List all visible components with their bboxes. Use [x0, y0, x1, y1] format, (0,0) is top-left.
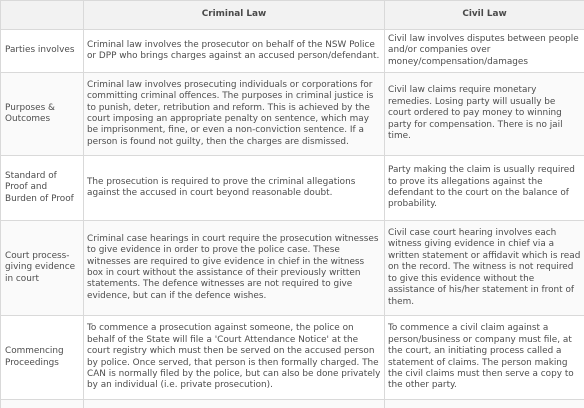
- table-row-cutoff: [1, 400, 584, 408]
- cutoff-cell: [385, 400, 584, 408]
- table-row: [1, 156, 584, 221]
- row-label-purposes: Purposes & Outcomes: [1, 73, 84, 156]
- row-label-court-process: Court process- giving evidence in court: [1, 221, 84, 316]
- row-label-commencing: Commencing Proceedings: [1, 316, 84, 400]
- row-label-standard-of-proof: Standard of Proof and Burden of Proof: [1, 156, 84, 221]
- criminal-cell-standard-of-proof: The prosecution is required to prove the criminal allegations against the accused in court beyond reasonable doubt.: [84, 156, 385, 221]
- header-criminal-law: Criminal Law: [84, 1, 385, 30]
- civil-cell-standard-of-proof: Party making the claim is usually required to prove its allegations against the defendant to the court on the balance of probability.: [385, 156, 584, 221]
- criminal-cell-parties: Criminal law involves the prosecutor on behalf of the NSW Police or DPP who brings charges against an accused person/defendant.: [84, 30, 385, 73]
- table-row: [1, 73, 584, 156]
- criminal-cell-commencing: To commence a prosecution against someone, the police on behalf of the State will file a 'Court Attendance Notice' at the court registry which must then be served on the accused person by police. Once served, that person is then formally charged. The CAN is normally filed by the police, but can also be done privately by an individual (i.e. private prosecution).: [84, 316, 385, 400]
- cutoff-cell: [84, 400, 385, 408]
- header-row: [1, 1, 584, 30]
- table-row: [1, 316, 584, 400]
- row-label-parties: Parties involves: [1, 30, 84, 73]
- civil-cell-parties: Civil law involves disputes between people and/or companies over money/compensation/damages: [385, 30, 584, 73]
- header-blank-cell: [1, 1, 84, 30]
- civil-cell-purposes: Civil law claims require monetary remedies. Losing party will usually be court ordered to pay money to winning party for compensation. There is no jail time.: [385, 73, 584, 156]
- civil-cell-court-process: Civil case court hearing involves each witness giving evidence in chief via a written statement or affidavit which is read on the record. The witness is not required to give this evidence without the assistance of his/her statement in front of them.: [385, 221, 584, 316]
- table-row: [1, 30, 584, 73]
- cutoff-cell: [1, 400, 84, 408]
- criminal-cell-purposes: Criminal law involves prosecuting individuals or corporations for committing criminal offences. The purposes in criminal justice is to punish, deter, retribution and reform. This is achieved by the court imposing an appropriate penalty on sentence, which may be imprisonment, fine, or even a non-conviction sentence. If a person is found not guilty, then the charges are dismissed.: [84, 73, 385, 156]
- table-row: [1, 221, 584, 316]
- civil-cell-commencing: To commence a civil claim against a person/business or company must file, at the court, an initiating process called a statement of claims. The person making the civil claims must then serve a copy to the other party.: [385, 316, 584, 400]
- header-civil-law: Civil Law: [385, 1, 584, 30]
- criminal-cell-court-process: Criminal case hearings in court require the prosecution witnesses to give evidence in order to prove the police case. These witnesses are required to give evidence in chief in the witness box in court without the assistance of their previously written statements. The defence witnesses are not required to give evidence, but can if the defence wishes.: [84, 221, 385, 316]
